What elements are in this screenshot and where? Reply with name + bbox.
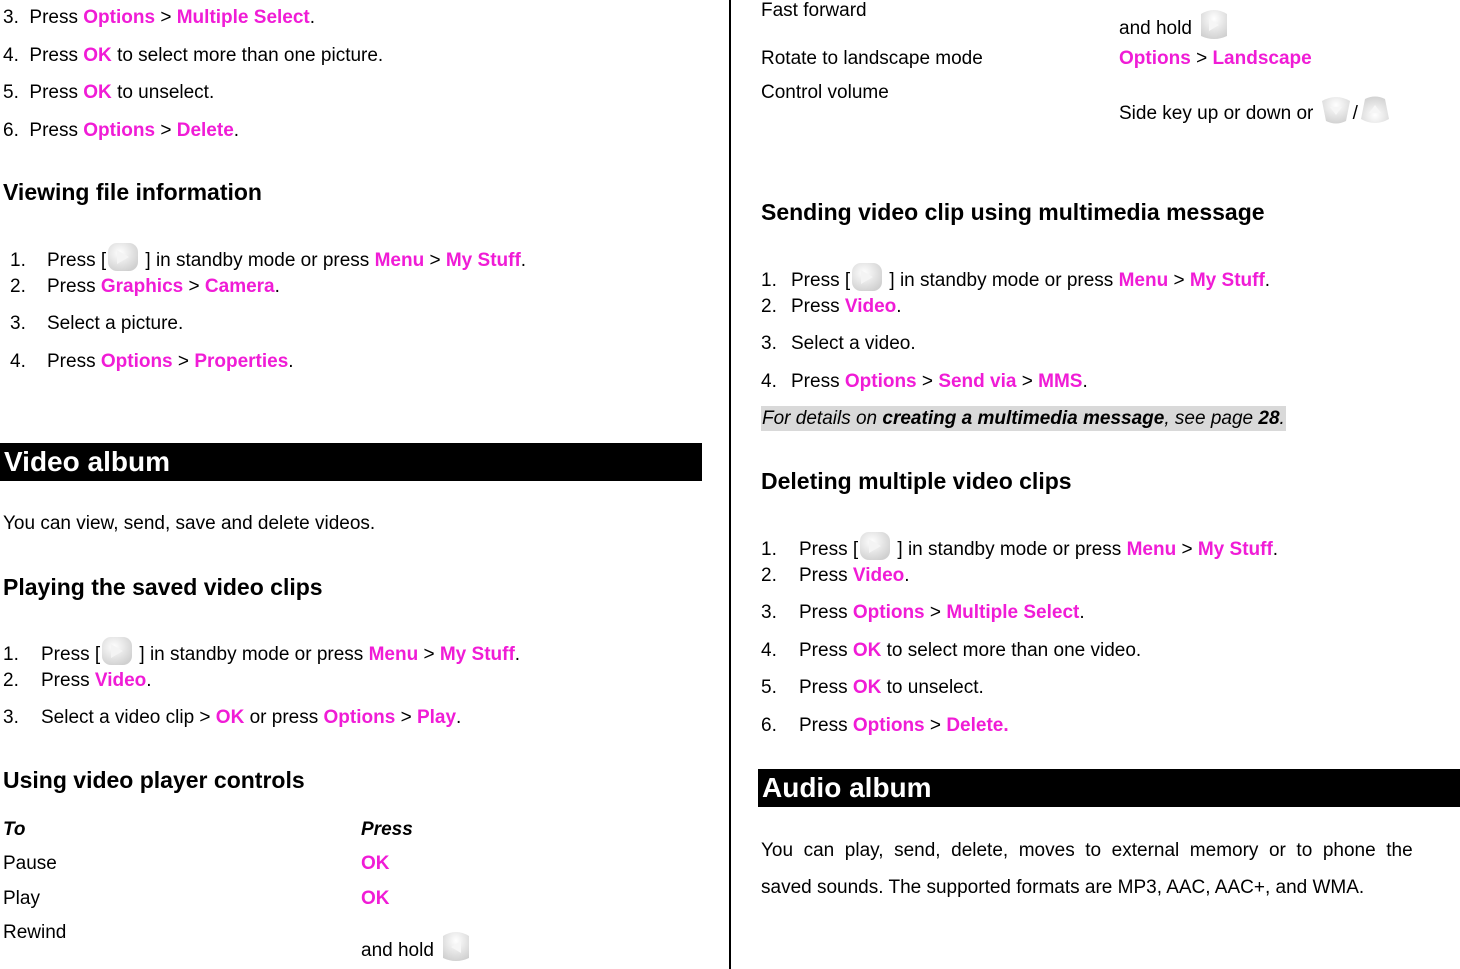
table-cell-press: and hold bbox=[361, 934, 473, 968]
table-cell-to: Fast forward bbox=[761, 0, 867, 21]
volume-down-key-icon bbox=[1319, 93, 1353, 127]
table-cell-press: Side key up or down or / bbox=[1119, 97, 1392, 131]
list-item: 1. Press [ ] in standby mode or press Menu > My Stuff. bbox=[10, 244, 526, 278]
list-item: 3. Press Options > Multiple Select. bbox=[3, 7, 316, 28]
softkey-icon bbox=[858, 529, 892, 563]
table-header-to: To bbox=[3, 819, 26, 840]
table-cell-to: Rewind bbox=[3, 922, 67, 943]
list-item: 4. Press OK to select more than one video. bbox=[761, 640, 1142, 661]
table-cell-press: OK bbox=[361, 853, 390, 874]
list-item: 4. Press Options > Properties. bbox=[10, 351, 294, 372]
list-item: 1. Press [ ] in standby mode or press Menu > My Stuff. bbox=[3, 638, 520, 672]
rewind-key-icon bbox=[439, 930, 473, 964]
intro-text: You can play, send, delete, moves to external memory or to phone the bbox=[761, 840, 1413, 861]
list-item: 2. Press Video. bbox=[3, 670, 152, 691]
section-banner-video-album: Video album bbox=[0, 443, 702, 481]
list-item: 5. Press OK to unselect. bbox=[3, 82, 215, 103]
section-heading-sending: Sending video clip using multimedia message bbox=[761, 199, 1265, 225]
list-item: 2. Press Graphics > Camera. bbox=[10, 276, 280, 297]
list-item: 4. Press Options > Send via > MMS. bbox=[761, 371, 1088, 392]
list-item: 2. Press Video. bbox=[761, 296, 902, 317]
table-header-press: Press bbox=[361, 819, 413, 840]
list-item: 3. Select a video. bbox=[761, 333, 916, 354]
list-item: 4. Press OK to select more than one picture. bbox=[3, 45, 384, 66]
list-item: 3. Select a picture. bbox=[10, 313, 184, 334]
softkey-icon bbox=[106, 240, 140, 274]
list-item: 1. Press [ ] in standby mode or press Menu > My Stuff. bbox=[761, 533, 1278, 567]
volume-up-key-icon bbox=[1358, 93, 1392, 127]
list-item: 3. Select a video clip > OK or press Options > Play. bbox=[3, 707, 462, 728]
table-cell-to: Pause bbox=[3, 853, 57, 874]
section-heading-playing: Playing the saved video clips bbox=[3, 574, 323, 600]
list-item: 1. Press [ ] in standby mode or press Menu > My Stuff. bbox=[761, 264, 1270, 298]
table-cell-to: Control volume bbox=[761, 82, 889, 103]
table-cell-press: OK bbox=[361, 888, 390, 909]
softkey-icon bbox=[850, 260, 884, 294]
list-item: 5. Press OK to unselect. bbox=[761, 677, 984, 698]
table-cell-to: Play bbox=[3, 888, 40, 909]
section-heading-controls: Using video player controls bbox=[3, 767, 305, 793]
fast-forward-key-icon bbox=[1197, 8, 1231, 42]
table-cell-to: Rotate to landscape mode bbox=[761, 48, 983, 69]
table-cell-press: and hold bbox=[1119, 12, 1231, 46]
section-heading-deleting: Deleting multiple video clips bbox=[761, 468, 1072, 494]
column-divider bbox=[729, 0, 731, 969]
right-column bbox=[757, 0, 1460, 969]
left-column bbox=[0, 0, 705, 969]
section-banner-audio-album: Audio album bbox=[758, 769, 1460, 807]
list-item: 6. Press Options > Delete. bbox=[3, 120, 240, 141]
page-reference-note: For details on creating a multimedia message, see page 28. bbox=[762, 408, 1285, 429]
section-heading-viewing: Viewing file information bbox=[3, 179, 262, 205]
intro-text: You can view, send, save and delete videos. bbox=[3, 513, 376, 534]
list-item: 3. Press Options > Multiple Select. bbox=[761, 602, 1085, 623]
softkey-icon bbox=[100, 634, 134, 668]
list-item: 6. Press Options > Delete. bbox=[761, 715, 1009, 736]
table-cell-press: Options > Landscape bbox=[1119, 48, 1312, 69]
intro-text: saved sounds. The supported formats are MP3, AAC, AAC+, and WMA. bbox=[761, 877, 1365, 898]
list-item: 2. Press Video. bbox=[761, 565, 910, 586]
